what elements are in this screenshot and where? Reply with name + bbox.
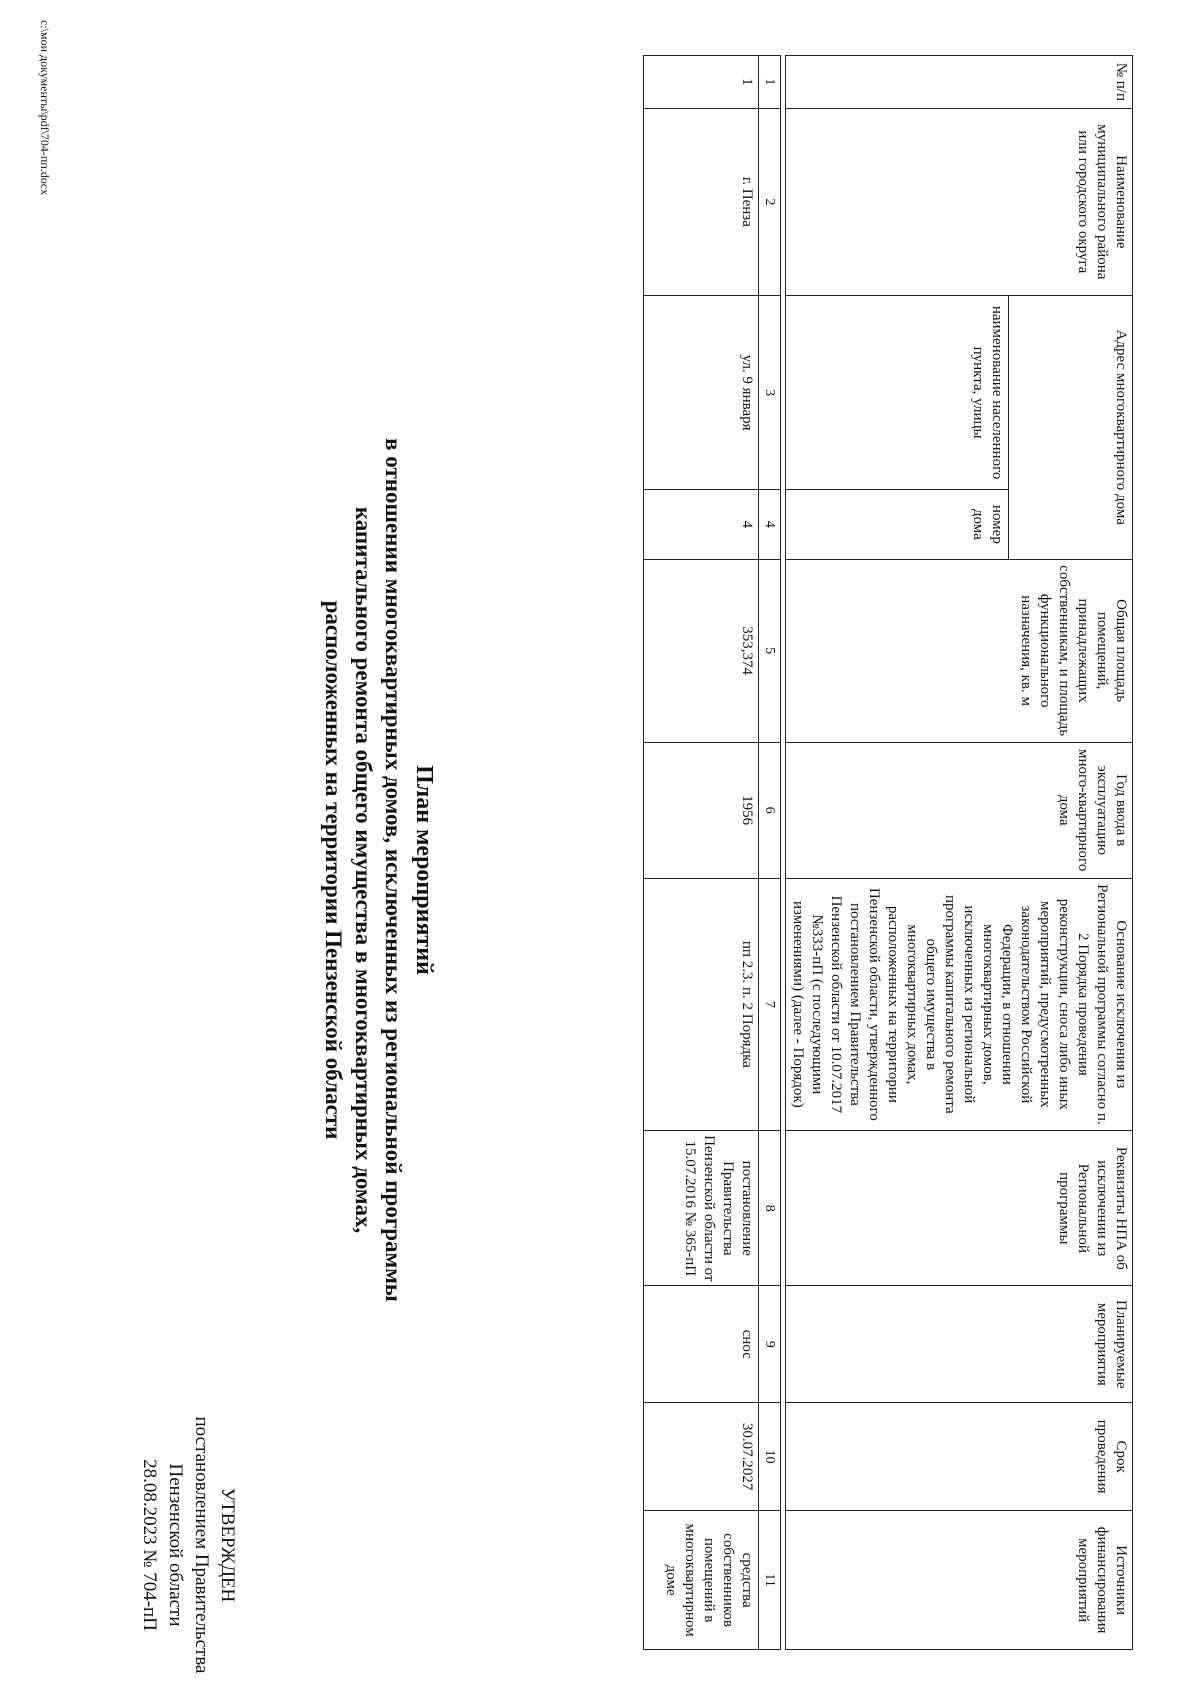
file-path-footer: c:\мои документы\pdf\704-пп.docx — [38, 20, 52, 196]
plan-table — [643, 55, 1133, 1650]
header-npa: Реквизиты НПА об исключении из Региональной программы — [786, 1131, 1133, 1286]
column-number: 5 — [759, 559, 781, 742]
title-line-3: расположенных на территории Пензенской области — [321, 600, 346, 1140]
title-line-1: в отношении многоквартирных домов, исключенных из региональной программы — [381, 438, 406, 1302]
column-number: 9 — [759, 1286, 781, 1403]
header-number: № п/п — [786, 56, 1133, 109]
header-address: Адрес многоквартирного дома — [1008, 295, 1132, 559]
header-source: Источники финансирования мероприятий — [786, 1511, 1133, 1650]
header-house: номер дома — [786, 490, 1009, 559]
separator-cell — [781, 56, 786, 1650]
approval-line-2: постановлением Правительства — [191, 1416, 212, 1674]
header-basis: Основание исключения из Региональной программы согласно п. 2 Порядка проведения реконструкции, сноса либо иных мероприятий, предусмотренных законодательством Российской Федерации, в отношении многоквартирных домов, исключенных из региональной программы капитального ремонта общего имущества в многоквартирных домах, расположенных на территории Пензенской области, утвержденного постановлением Правительства Пензенской области от 10.07.2017 №333-пП (с последующими изменениями) (далее - Порядок) — [786, 878, 1133, 1130]
column-number: 1 — [759, 56, 781, 109]
column-number: 7 — [759, 878, 781, 1130]
table-row — [644, 56, 759, 1650]
header-measures: Планируемые мероприятия — [786, 1286, 1133, 1403]
cell-street: ул. 9 января — [644, 295, 759, 489]
column-number: 3 — [759, 295, 781, 489]
approval-stamp — [136, 1395, 240, 1695]
column-number: 2 — [759, 108, 781, 295]
header-year: Год ввода в эксплуатацию много-квартирного дома — [786, 742, 1133, 878]
approval-line-3: Пензенской области — [165, 1463, 186, 1627]
cell-number: 1 — [644, 56, 759, 109]
column-number: 4 — [759, 490, 781, 559]
cell-source: средства собственников помещений в многоквартирном доме — [644, 1511, 759, 1650]
header-area: Общая площадь помещений, принадлежащих собственникам, и площадь функционального назначения, кв. м — [786, 559, 1133, 742]
title-main: План мероприятий — [411, 765, 437, 975]
column-number: 8 — [759, 1131, 781, 1286]
approval-line-1: УТВЕРЖДЕН — [217, 1487, 238, 1603]
column-number: 10 — [759, 1403, 781, 1511]
header-district: Наименование муниципального района или городского округа — [786, 108, 1133, 295]
column-number-row — [759, 56, 781, 1650]
cell-npa: постановление Правительства Пензенской области от 15.07.2016 № 365-пП — [644, 1131, 759, 1286]
separator-row — [781, 56, 786, 1650]
column-number: 6 — [759, 742, 781, 878]
title-line-2: капитального ремонта общего имущества в многоквартирных домах, — [351, 506, 376, 1234]
cell-measures: снос — [644, 1286, 759, 1403]
header-street: наименование населенного пункта, улицы — [786, 295, 1009, 489]
approval-line-4: 28.08.2023 № 704-пП — [139, 1459, 160, 1631]
cell-area: 353,374 — [644, 559, 759, 742]
cell-house: 4 — [644, 490, 759, 559]
document-title — [318, 170, 440, 1570]
cell-district: г. Пенза — [644, 108, 759, 295]
cell-year: 1956 — [644, 742, 759, 878]
header-row — [1008, 56, 1132, 1650]
cell-basis: пп 2.3. п. 2 Порядка — [644, 878, 759, 1130]
header-deadline: Срок проведения — [786, 1403, 1133, 1511]
column-number: 11 — [759, 1511, 781, 1650]
cell-deadline: 30.07.2027 — [644, 1403, 759, 1511]
